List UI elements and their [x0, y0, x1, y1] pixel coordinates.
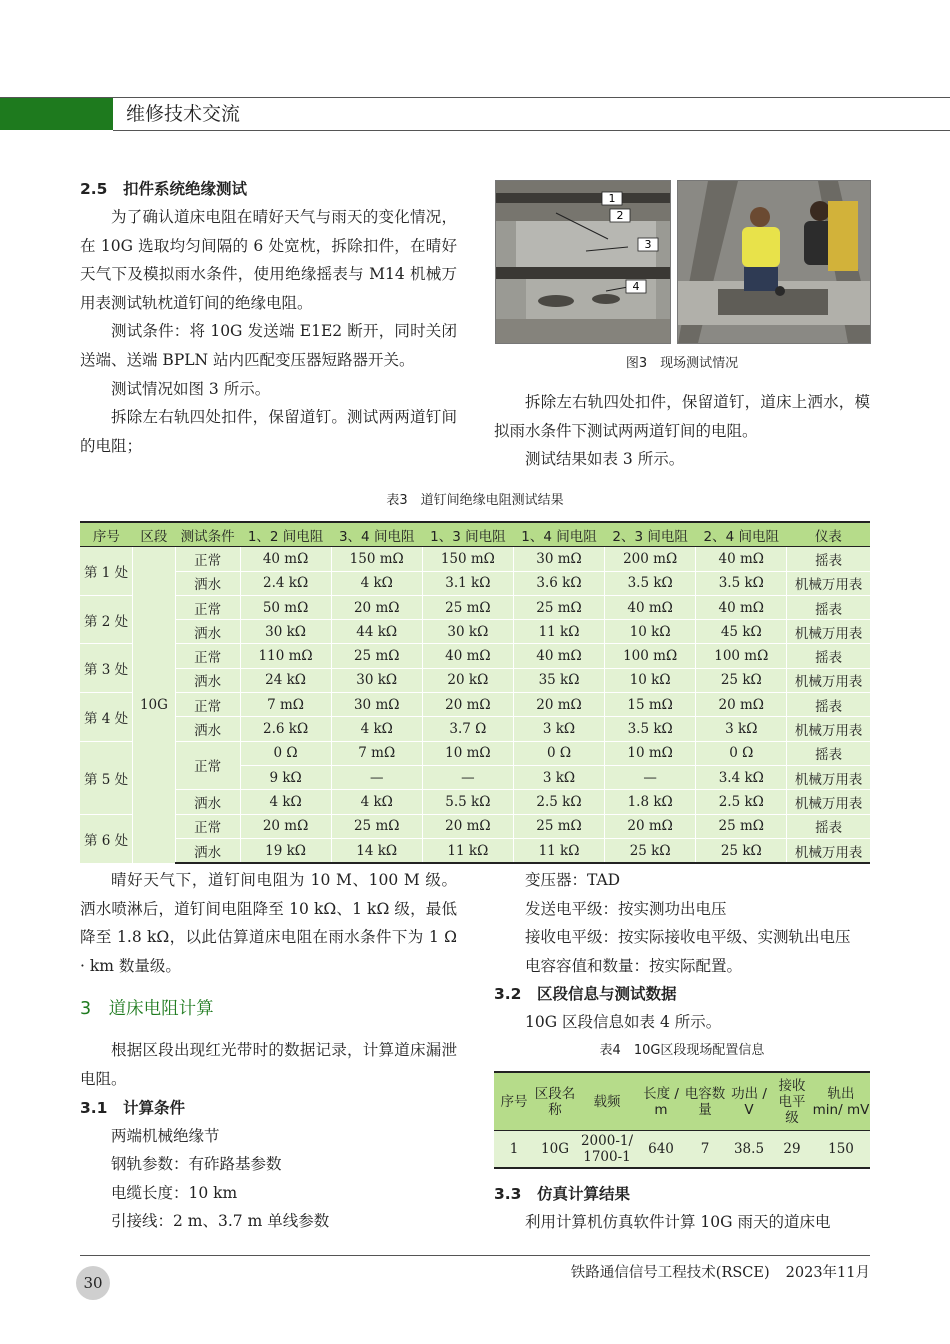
table-3-caption: 表3 道钉间绝缘电阻测试结果 [386, 493, 564, 508]
table-4 [494, 1071, 870, 1169]
condition-cell: 洒水 [175, 668, 240, 692]
list-item: 接收电平级：按实际接收电平级、实测轨出电压 [525, 928, 851, 947]
col-header: 测试条件 [175, 522, 240, 547]
meter-cell: 摇表 [787, 814, 870, 838]
meter-cell: 摇表 [787, 693, 870, 717]
condition-cell: 正常 [175, 814, 240, 838]
value-cell: 40 mΩ [513, 644, 604, 668]
table-4-caption: 表4 10G区段现场配置信息 [599, 1043, 765, 1058]
value-cell: — [605, 765, 696, 789]
table-row [80, 595, 870, 619]
marker-4: 4 [632, 280, 640, 293]
cell: 2000-1/ 1700-1 [576, 1131, 638, 1169]
cell: 38.5 [726, 1131, 772, 1169]
value-cell: 3.1 kΩ [422, 571, 513, 595]
workers-photo-illustration [678, 181, 870, 343]
value-cell: — [422, 765, 513, 789]
meter-cell: 机械万用表 [787, 838, 870, 863]
value-cell: 44 kΩ [331, 620, 422, 644]
value-cell: 25 mΩ [513, 595, 604, 619]
col-header: 序号 [80, 522, 133, 547]
col-header: 1、2 间电阻 [240, 522, 331, 547]
value-cell: 150 mΩ [331, 547, 422, 571]
left-column-bottom [80, 866, 457, 1236]
col-header: 1、3 间电阻 [422, 522, 513, 547]
table-header-row [494, 1072, 870, 1131]
col-header: 2、3 间电阻 [605, 522, 696, 547]
heading-3: 3 道床电阻计算 [80, 999, 214, 1020]
site-cell: 第 2 处 [80, 595, 133, 644]
rail-photo-illustration [496, 181, 670, 343]
value-cell: 40 mΩ [696, 595, 787, 619]
cell: 1 [494, 1131, 534, 1169]
marker-3: 3 [644, 238, 652, 251]
value-cell: 2.5 kΩ [696, 790, 787, 814]
list-item: 变压器：TAD [525, 871, 621, 889]
list-item: 两端机械绝缘节 [111, 1126, 220, 1145]
right-column-bottom [494, 866, 870, 1037]
value-cell: 30 mΩ [513, 547, 604, 571]
value-cell: 25 mΩ [696, 814, 787, 838]
table-row [80, 693, 870, 717]
value-cell: 50 mΩ [240, 595, 331, 619]
meter-cell: 摇表 [787, 644, 870, 668]
paragraph: 拆除左右轨四处扣件，保留道钉，道床上洒水，模拟雨水条件下测试两两道钉间的电阻。 [494, 393, 870, 440]
col-header: 区段 [133, 522, 176, 547]
value-cell: 4 kΩ [331, 790, 422, 814]
value-cell: 100 mΩ [605, 644, 696, 668]
value-cell: 25 kΩ [696, 838, 787, 863]
paragraph: 测试条件：将 10G 发送端 E1E2 断开，同时关闭送端、送端 BPLN 站内匹配变压器短路器开关。 [80, 322, 457, 369]
table-row [80, 571, 870, 595]
table-row [80, 717, 870, 741]
value-cell: 30 kΩ [240, 620, 331, 644]
value-cell: 3 kΩ [696, 717, 787, 741]
value-cell: 11 kΩ [422, 838, 513, 863]
value-cell: 20 mΩ [605, 814, 696, 838]
value-cell: 10 kΩ [605, 620, 696, 644]
value-cell: 25 mΩ [331, 644, 422, 668]
value-cell: 2.5 kΩ [513, 790, 604, 814]
value-cell: 0 Ω [696, 741, 787, 765]
col-header: 接收电平级 [772, 1072, 812, 1131]
site-cell: 第 3 处 [80, 644, 133, 693]
value-cell: 25 kΩ [605, 838, 696, 863]
value-cell: 40 mΩ [696, 547, 787, 571]
heading-3-1: 3.1 计算条件 [80, 1098, 185, 1117]
site-cell: 第 1 处 [80, 547, 133, 596]
table-row [80, 814, 870, 838]
col-header: 电容数量 [684, 1072, 726, 1131]
list-item: 电缆长度：10 km [111, 1183, 238, 1202]
value-cell: 11 kΩ [513, 620, 604, 644]
photo-workers-testing [677, 180, 871, 344]
meter-cell: 机械万用表 [787, 571, 870, 595]
value-cell: 4 kΩ [331, 717, 422, 741]
photo-rail-fasteners [495, 180, 671, 344]
value-cell: 2.6 kΩ [240, 717, 331, 741]
meter-cell: 机械万用表 [787, 790, 870, 814]
value-cell: 30 kΩ [422, 620, 513, 644]
value-cell: 3.6 kΩ [513, 571, 604, 595]
marker-1: 1 [608, 192, 616, 205]
table-row [80, 644, 870, 668]
marker-2: 2 [616, 209, 624, 222]
value-cell: 100 mΩ [696, 644, 787, 668]
condition-cell: 正常 [175, 693, 240, 717]
col-header: 序号 [494, 1072, 534, 1131]
section-cell: 10G [133, 547, 176, 863]
value-cell: 20 mΩ [422, 693, 513, 717]
list-item: 电容容值和数量：按实际配置。 [525, 956, 743, 975]
col-header: 载频 [576, 1072, 638, 1131]
value-cell: 2.4 kΩ [240, 571, 331, 595]
cell: 640 [638, 1131, 684, 1169]
value-cell: 150 mΩ [422, 547, 513, 571]
col-header: 1、4 间电阻 [513, 522, 604, 547]
value-cell: 30 mΩ [331, 693, 422, 717]
condition-cell: 洒水 [175, 838, 240, 863]
meter-cell: 机械万用表 [787, 717, 870, 741]
paragraph: 拆除左右轨四处扣件，保留道钉。测试两两道钉间的电阻； [80, 408, 457, 455]
table-row [80, 547, 870, 571]
condition-cell: 正常 [175, 644, 240, 668]
value-cell: 20 mΩ [331, 595, 422, 619]
cell: 29 [772, 1131, 812, 1169]
value-cell: 4 kΩ [240, 790, 331, 814]
value-cell: 30 kΩ [331, 668, 422, 692]
page-number: 30 [76, 1266, 110, 1300]
paragraph: 利用计算机仿真软件计算 10G 雨天的道床电 [525, 1213, 831, 1231]
table-row [80, 668, 870, 692]
value-cell: 3.4 kΩ [696, 765, 787, 789]
meter-cell: 机械万用表 [787, 668, 870, 692]
value-cell: 15 mΩ [605, 693, 696, 717]
col-header: 仪表 [787, 522, 870, 547]
value-cell: 14 kΩ [331, 838, 422, 863]
condition-cell: 洒水 [175, 717, 240, 741]
header-green-block [0, 98, 113, 130]
value-cell: 19 kΩ [240, 838, 331, 863]
condition-cell: 洒水 [175, 790, 240, 814]
value-cell: 20 mΩ [696, 693, 787, 717]
value-cell: 200 mΩ [605, 547, 696, 571]
value-cell: 3.5 kΩ [696, 571, 787, 595]
value-cell: 10 kΩ [605, 668, 696, 692]
heading-3-3: 3.3 仿真计算结果 [494, 1185, 630, 1203]
value-cell: 3 kΩ [513, 765, 604, 789]
meter-cell: 摇表 [787, 741, 870, 765]
value-cell: 20 kΩ [422, 668, 513, 692]
paragraph: 为了确认道床电阻在晴好天气与雨天的变化情况，在 10G 选取均匀间隔的 6 处宽枕，拆除扣件，在晴好天气下及模拟雨水条件，使用绝缘摇表与 M14 机械万用表测试轨枕道钉间的绝缘电阻。 [80, 208, 457, 312]
col-header: 轨出 min/ mV [812, 1072, 870, 1131]
list-item: 引接线：2 m、3.7 m 单线参数 [111, 1212, 330, 1231]
journal-name: 铁路通信信号工程技术(RSCE) [570, 1265, 770, 1281]
meter-cell: 摇表 [787, 595, 870, 619]
value-cell: 25 mΩ [422, 595, 513, 619]
col-header: 3、4 间电阻 [331, 522, 422, 547]
value-cell: 10 mΩ [422, 741, 513, 765]
value-cell: 110 mΩ [240, 644, 331, 668]
value-cell: 0 Ω [513, 741, 604, 765]
value-cell: 11 kΩ [513, 838, 604, 863]
value-cell: 20 mΩ [422, 814, 513, 838]
meter-cell: 机械万用表 [787, 620, 870, 644]
value-cell: 35 kΩ [513, 668, 604, 692]
table-row [80, 838, 870, 863]
journal-info [571, 1262, 870, 1284]
value-cell: 1.8 kΩ [605, 790, 696, 814]
cell: 7 [684, 1131, 726, 1169]
value-cell: 40 mΩ [605, 595, 696, 619]
table-row [80, 741, 870, 765]
header-bottom-rule [113, 130, 950, 131]
left-column-top [80, 175, 457, 460]
col-header: 区段名称 [534, 1072, 576, 1131]
table-3 [80, 521, 870, 864]
value-cell: 40 mΩ [422, 644, 513, 668]
value-cell: 45 kΩ [696, 620, 787, 644]
condition-cell: 正常 [175, 741, 240, 790]
list-item: 发送电平级：按实测功出电压 [525, 899, 727, 918]
value-cell: 0 Ω [240, 741, 331, 765]
right-column-end [494, 1180, 870, 1237]
value-cell: 7 mΩ [331, 741, 422, 765]
condition-cell: 正常 [175, 547, 240, 571]
meter-cell: 机械万用表 [787, 765, 870, 789]
site-cell: 第 4 处 [80, 693, 133, 742]
table-row [80, 790, 870, 814]
table-row [80, 620, 870, 644]
paragraph: 测试结果如表 3 所示。 [525, 450, 685, 469]
paragraph: 10G 区段信息如表 4 所示。 [525, 1013, 722, 1032]
value-cell: 20 mΩ [513, 693, 604, 717]
col-header: 2、4 间电阻 [696, 522, 787, 547]
meter-cell: 摇表 [787, 547, 870, 571]
value-cell: 24 kΩ [240, 668, 331, 692]
value-cell: 40 mΩ [240, 547, 331, 571]
value-cell: 5.5 kΩ [422, 790, 513, 814]
condition-cell: 正常 [175, 595, 240, 619]
condition-cell: 洒水 [175, 620, 240, 644]
value-cell: 3.7 Ω [422, 717, 513, 741]
list-item: 钢轨参数：有砟路基参数 [111, 1155, 282, 1174]
heading-2-5: 2.5 扣件系统绝缘测试 [80, 180, 247, 198]
paragraph: 测试情况如图 3 所示。 [111, 379, 271, 398]
value-cell: 25 kΩ [696, 668, 787, 692]
site-cell: 第 6 处 [80, 814, 133, 863]
value-cell: 20 mΩ [240, 814, 331, 838]
value-cell: 10 mΩ [605, 741, 696, 765]
col-header: 功出 / V [726, 1072, 772, 1131]
value-cell: 25 mΩ [513, 814, 604, 838]
figure-3-caption: 图3 现场测试情况 [625, 356, 739, 371]
value-cell: 7 mΩ [240, 693, 331, 717]
paragraph: 晴好天气下，道钉间电阻为 10 M、100 M 级。洒水喷淋后，道钉间电阻降至 10 kΩ、1 kΩ 级，最低降至 1.8 kΩ，以此估算道床电阻在雨水条件下为 1 Ω · km 数量级。 [80, 871, 457, 975]
table-header-row [80, 522, 870, 547]
value-cell: — [331, 765, 422, 789]
col-header: 长度 / m [638, 1072, 684, 1131]
value-cell: 25 mΩ [331, 814, 422, 838]
issue-date: 2023年11月 [785, 1265, 870, 1281]
table-row [494, 1131, 870, 1169]
value-cell: 3 kΩ [513, 717, 604, 741]
value-cell: 3.5 kΩ [605, 571, 696, 595]
header-rule [0, 97, 950, 98]
value-cell: 4 kΩ [331, 571, 422, 595]
right-column-top [494, 388, 870, 474]
cell: 150 [812, 1131, 870, 1169]
paragraph: 根据区段出现红光带时的数据记录，计算道床漏泄电阻。 [80, 1041, 457, 1088]
section-title: 维修技术交流 [126, 103, 241, 125]
value-cell: 9 kΩ [240, 765, 331, 789]
footer-rule [80, 1255, 870, 1256]
value-cell: 3.5 kΩ [605, 717, 696, 741]
condition-cell: 洒水 [175, 571, 240, 595]
heading-3-2: 3.2 区段信息与测试数据 [494, 985, 677, 1004]
cell: 10G [534, 1131, 576, 1169]
site-cell: 第 5 处 [80, 741, 133, 814]
